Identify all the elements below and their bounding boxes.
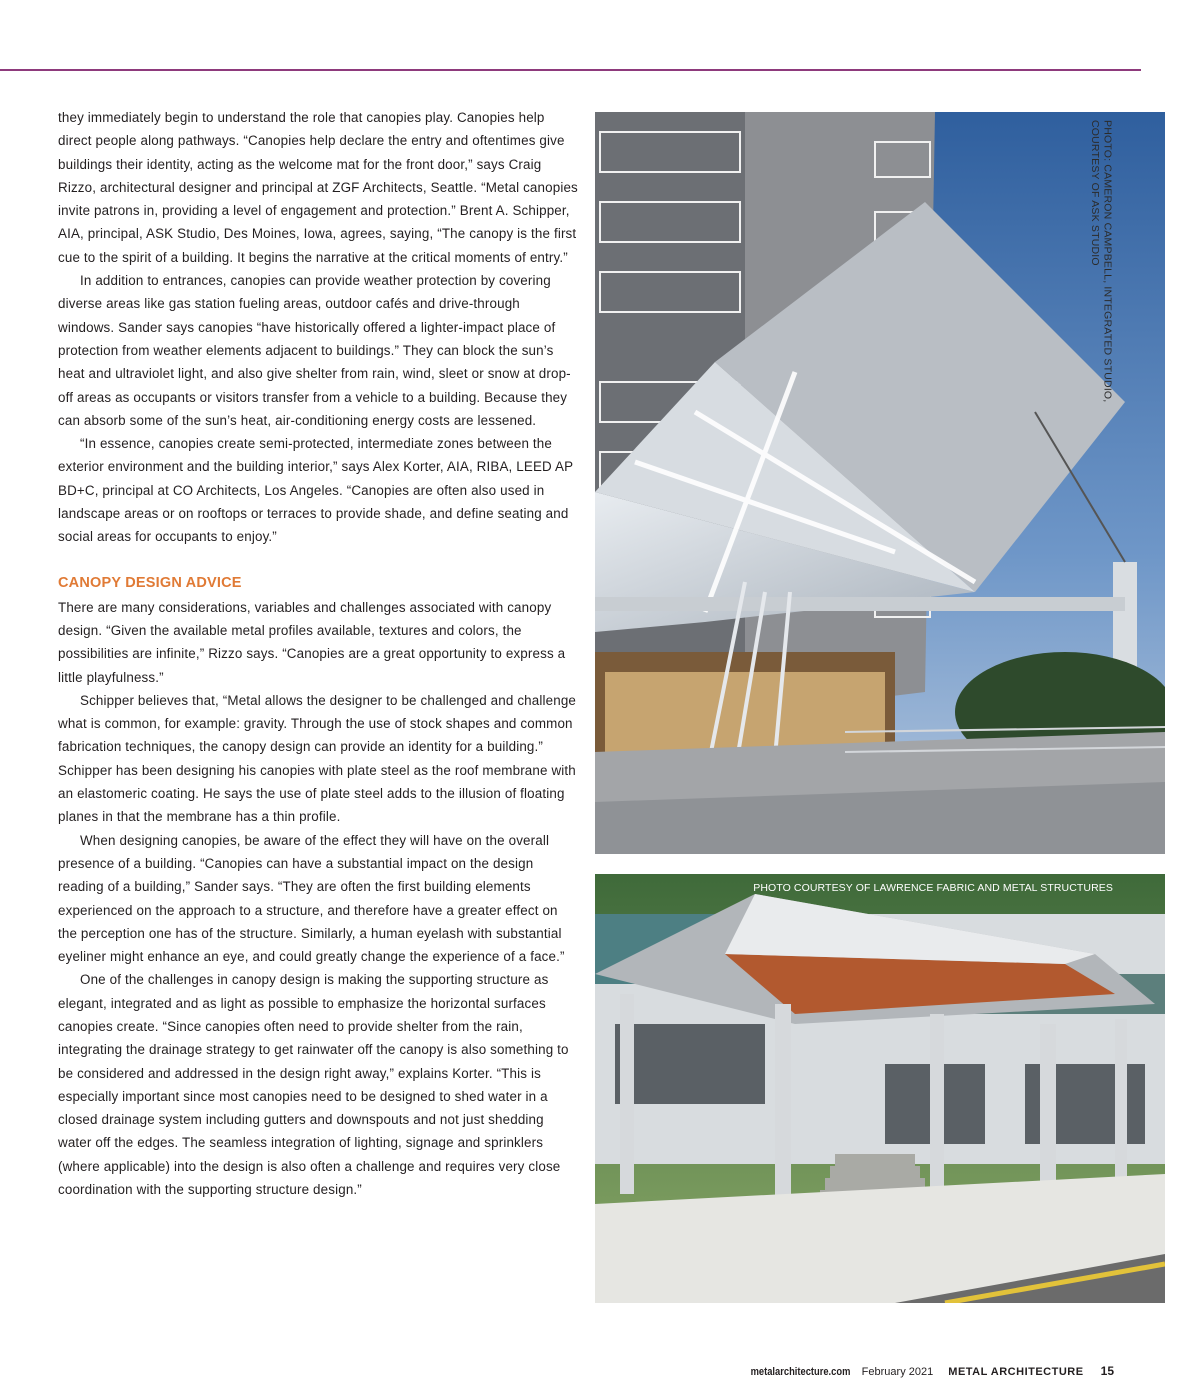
paragraph-advice-1: There are many considerations, variables and challenges associated with canopy design. “Given the available metal profiles available, textures and colors, the possibilities are infinite,” Rizzo says. “Canopies are a great opportunity to express a little playfulness.” (58, 599, 566, 685)
photo1-credit-line-2: COURTESY OF ASK STUDIO (1089, 120, 1101, 266)
paragraph-intro-2: In addition to entrances, canopies can provide weather protection by covering diverse areas like gas station fueling areas, outdoor cafés and drive-through windows. Sander says canopies “have historically offered a lighter-impact place of protection from weather elements adjacent to buildings.” They can block the sun’s heat and ultraviolet light, and also give shelter from rain, wind, sleet or snow at drop-off areas as occupants or visitors transfer from a vehicle to a building. Because they can absorb some of the sun’s heat, air-conditioning energy costs are lessened. (58, 273, 571, 428)
header-rule (0, 69, 1141, 71)
canopy-photo-tower (595, 112, 1165, 854)
page-number: 15 (1100, 1364, 1114, 1378)
article-body (58, 106, 578, 1201)
canopy-photo-school (595, 874, 1165, 1303)
footer-magazine: METAL ARCHITECTURE (948, 1366, 1084, 1378)
section-heading: CANOPY DESIGN ADVICE (58, 574, 242, 591)
paragraph-intro-3: “In essence, canopies create semi-protected, intermediate zones between the exterior environment and the building interior,” says Alex Korter, AIA, RIBA, LEED AP BD+C, principal at CO Architects, Los Angeles. “Canopies are often also used in landscape areas or on rooftops or terraces to provide shade, and define seating and social areas for occupants to enjoy.” (58, 436, 573, 545)
page-footer (733, 1364, 1114, 1378)
photo1-credit (1088, 120, 1114, 402)
paragraph-advice-3: When designing canopies, be aware of the effect they will have on the overall presence of a building. “Canopies can have a substantial impact on the design reading of a building,” Sander says. “They are often the first building elements experienced on the approach to a structure, and therefore have a greater effect on the perception one has of the structure. Similarly, a human eyelash with substantial eyeliner might enhance an eye, and could greatly change the experience of a face.” (58, 832, 565, 965)
paragraph-advice-4: One of the challenges in canopy design is making the supporting structure as elegant, integrated and as light as possible to emphasize the horizontal surfaces canopies create. “Since canopies often need to provide shelter from the rain, integrating the drainage strategy to get rainwater off the canopy is also something to be considered and addressed in the design right away,” explains Korter. “This is especially important since most canopies need to be designed to shed water in a closed drainage system including gutters and downspouts and not just shedding water off the edges. The seamless integration of lighting, signage and sprinklers (where applicable) into the design is also often a challenge and requires very close coordination with the supporting structure design.” (58, 972, 569, 1198)
footer-site: metalarchitecture.com (750, 1366, 851, 1378)
paragraph-intro-1: they immediately begin to understand the role that canopies play. Canopies help direct people along pathways. “Canopies help declare the entry and oftentimes give buildings their identity, acting as the welcome mat for the front door,” says Craig Rizzo, architectural designer and principal at ZGF Architects, Seattle. “Metal canopies invite patrons in, providing a level of engagement and protection.” Brent A. Schipper, AIA, principal, ASK Studio, Des Moines, Iowa, agrees, saying, “The canopy is the first cue to the spirit of a building. It begins the narrative at the critical moments of entry.” (58, 110, 578, 265)
paragraph-advice-2: Schipper believes that, “Metal allows the designer to be challenged and challenge what is common, for example: gravity. Through the use of stock shapes and common fabrication techniques, the canopy design can provide an identity for a building.” Schipper has been designing his canopies with plate steel as the roof membrane with an elastomeric coating. He says the use of plate steel adds to the illusion of floating planes in that the membrane has a thin profile. (58, 692, 577, 825)
footer-date: February 2021 (861, 1366, 934, 1378)
photo2-credit: PHOTO COURTESY OF LAWRENCE FABRIC AND METAL STRUCTURES (753, 882, 1113, 894)
photo1-credit-line-1: PHOTO: CAMERON CAMPBELL, INTEGRATED STUDIO, (1101, 120, 1113, 403)
